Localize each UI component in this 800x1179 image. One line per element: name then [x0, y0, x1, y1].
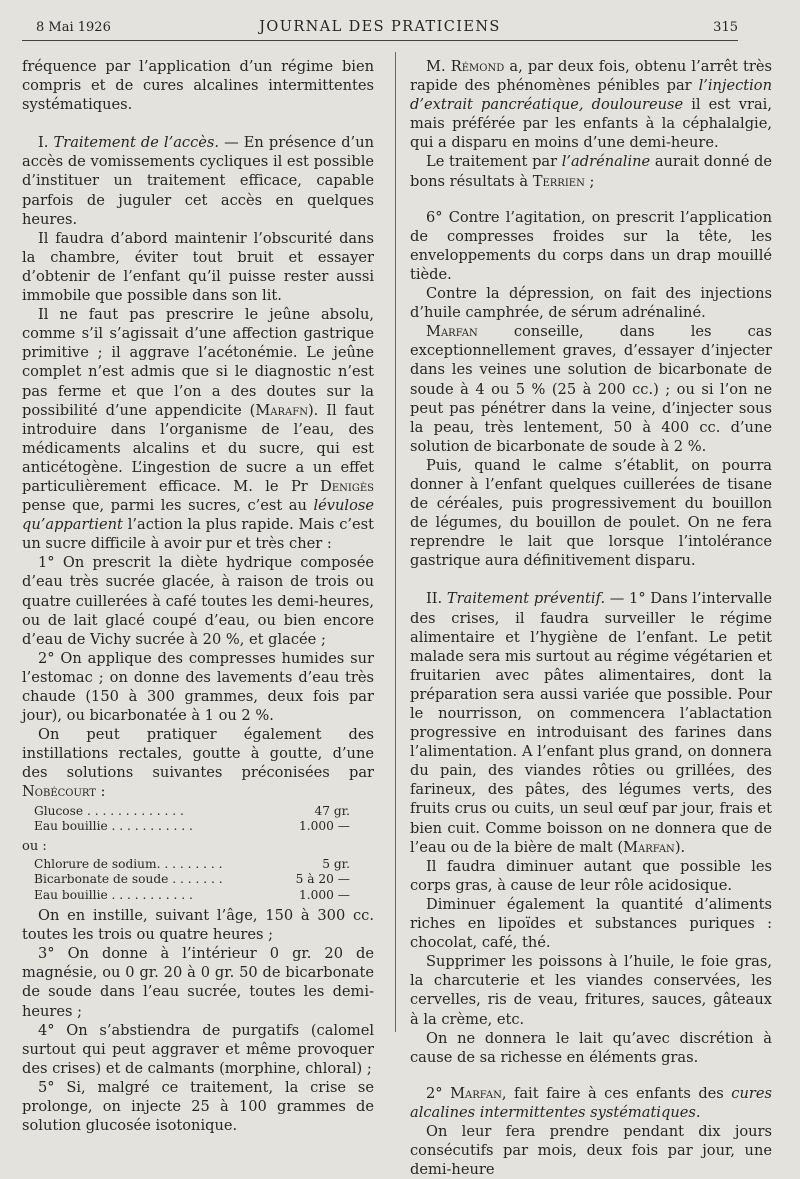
paragraph: 2° On applique des compresses humides sur l’estomac ; on donne des lavements d’eau très chaude (150 à 300 grammes, deux fois par jour), ou bicarbonatée à 1 ou 2 %.: [22, 649, 374, 725]
paragraph: On leur fera prendre pendant dix jours consécutifs par mois, deux fois par jour, une demi-heure: [410, 1122, 772, 1179]
paragraph: Diminuer également la quantité d’aliments riches en lipoïdes et substances puriques : chocolat, café, thé.: [410, 895, 772, 952]
paragraph: Il ne faut pas prescrire le jeûne absolu, comme s’il s’agissait d’une affection gastrique primitive ; il aggrave l’acétonémie. Le jeûne complet n’est admis que si le diagnostic n’est pas ferme et que l’on a des doutes sur la possibilité d’une appendicite (Marafn). Il faut introduire dans l’organisme de l’eau, des médicaments alcalins et du sucre, qui est anticétogène. L’ingestion de sucre a un effet particulièrement efficace. M. le Pr Denigès pense que, parmi les sucres, c’est au lévulose qu’appartient l’action la plus rapide. Mais c’est un sucre difficile à avoir pur et très cher :: [22, 306, 374, 553]
author-name: Denigès: [320, 477, 374, 495]
section-number: I.: [38, 134, 49, 152]
author-name: Marfan: [623, 838, 675, 856]
recipe-row: Glucose . . . . . . . . . . . . . 47 gr.: [34, 803, 350, 818]
section-title: Traitement de l’accès.: [53, 134, 220, 152]
paragraph: Le traitement par l’adrénaline aurait donné de bons résultats à Terrien ;: [410, 153, 772, 190]
issue-date: 8 Mai 1926: [36, 20, 111, 35]
emphasis: cures alcalines intermittentes systématiques.: [410, 1084, 772, 1121]
recipe-table: [34, 804, 364, 835]
paragraph: Il faudra diminuer autant que possible les corps gras, à cause de leur rôle acidosique.: [410, 857, 772, 894]
author-name: Marfan: [426, 323, 478, 341]
paragraph: On en instille, suivant l’âge, 150 à 300 cc. toutes les trois ou quatre heures ;: [22, 907, 374, 944]
paragraph: Contre la dépression, on fait des injections d’huile camphrée, de sérum adrénaliné.: [410, 285, 772, 322]
paragraph: 2° Marfan, fait faire à ces enfants des cures alcalines intermittentes systématiques.: [410, 1084, 772, 1121]
page-number: 315: [713, 20, 738, 35]
paragraph: Supprimer les poissons à l’huile, le foie gras, la charcuterie et les viandes conservées, les cervelles, ris de veau, fritures, sauces, gâteaux à la crème, etc.: [410, 953, 772, 1028]
author-name: Nobécourt: [22, 783, 96, 801]
paragraph: 1° On prescrit la diète hydrique composée d’eau très sucrée glacée, à raison de trois ou quatre cuillerées à café toutes les demi-heures, ou de lait glacé coupé d’eau, ou bien encore d’eau de Vichy sucrée à 20 %, et glacée ;: [22, 554, 374, 648]
paragraph: Marfan conseille, dans les cas exceptionnellement graves, d’essayer d’injecter dans les veines une solution de bicarbonate de soude à 4 ou 5 % (25 à 200 cc.) ; ou si l’on ne peut pas pénétrer dans la veine, d’injecter sous la peau, très lentement, 50 à 400 cc. d’une solution de bicarbonate de soude à 2 %.: [410, 323, 772, 455]
ou-label: ou :: [22, 838, 47, 854]
emphasis: l’adrénaline: [561, 153, 651, 171]
section-heading-paragraph: [22, 133, 374, 228]
paragraph: 6° Contre l’agitation, on prescrit l’application de compresses froides sur la tête, les enveloppements du corps dans un drap mouillé tiède.: [410, 208, 772, 283]
paragraph: On ne donnera le lait qu’avec discrétion à cause de sa richesse en éléments gras.: [410, 1029, 772, 1066]
recipe-row: Eau bouillie . . . . . . . . . . . 1.000 —: [34, 887, 350, 902]
right-column: [410, 57, 772, 1179]
paragraph: M. Rémond a, par deux fois, obtenu l’arrêt très rapide des phénomènes pénibles par l’injection d’extrait pancréatique, douloureuse il est vrai, mais préférée par les enfants à la céphalalgie, qui a disparu en moins d’une demi-heure.: [410, 58, 772, 152]
emphasis: l’injection d’extrait pancréatique, douloureuse: [410, 77, 772, 114]
author-name: Rémond: [450, 58, 505, 75]
section-title: Traitement préventif.: [446, 590, 606, 608]
paragraph: 4° On s’abstiendra de purgatifs (calomel surtout qui peut aggraver et même provoquer des crises) et de calmants (morphine, chloral) ;: [22, 1021, 374, 1077]
recipe-table: [34, 857, 364, 904]
recipe-row: Eau bouillie . . . . . . . . . . . 1.000 —: [34, 819, 350, 834]
emphasis: lévulose qu’appartient: [22, 497, 374, 534]
author-name: Marafn: [255, 401, 308, 419]
paragraph: 3° On donne à l’intérieur 0 gr. 20 de magnésie, ou 0 gr. 20 à 0 gr. 50 de bicarbonate de soude dans l’eau sucrée, toutes les demi-heures ;: [22, 945, 374, 1020]
running-header: [22, 14, 738, 41]
recipe-row: Bicarbonate de soude . . . . . . . 5 à 20 —: [34, 872, 350, 887]
recipe-row: Chlorure de sodium. . . . . . . . . 5 gr.: [34, 856, 350, 871]
author-name: Marfan: [450, 1084, 502, 1102]
section-number: II.: [426, 590, 443, 608]
section-text: — En présence d’un accès de vomissements cycliques il est possible d’instituer un traitement efficace, capable parfois de juguler cet accès en quelques heures.: [22, 134, 374, 228]
paragraph: On peut pratiquer également des instillations rectales, goutte à goutte, d’une des solutions suivantes préconisées par Nobécourt :: [22, 726, 374, 801]
column-divider: [395, 52, 396, 1032]
paragraph: 5° Si, malgré ce traitement, la crise se prolonge, on injecte 25 à 100 grammes de solution glucosée isotonique.: [22, 1078, 374, 1135]
left-column: [22, 57, 374, 1135]
paragraph: Il faudra d’abord maintenir l’obscurité dans la chambre, éviter tout bruit et essayer d’obtenir de l’enfant qu’il puisse rester aussi immobile que possible dans son lit.: [22, 229, 374, 305]
paragraph: fréquence par l’application d’un régime bien compris et de cures alcalines intermittentes systématiques.: [22, 58, 374, 114]
journal-title: JOURNAL DES PRATICIENS: [259, 19, 501, 35]
author-name: Terrien: [532, 172, 585, 190]
paragraph: Puis, quand le calme s’établit, on pourra donner à l’enfant quelques cuillerées de tisane de céréales, puis progressivement du bouillon de légumes, du bouillon de poulet. On ne fera reprendre le lait que lorsque l’intolérance gastrique aura définitivement disparu.: [410, 456, 772, 570]
section-heading-paragraph: II. Traitement préventif. — 1° Dans l’intervalle des crises, il faudra surveiller le régime alimentaire et l’hygiène de l’enfant. Le petit malade sera mis surtout au régime végétarien et fruitarien avec pâtes alimentaires, dont la préparation sera aussi variée que possible. Pour le nourrisson, on commencera l’ablactation progressive en introduisant des farines dans l’alimentation. A l’enfant plus grand, on donnera du pain, des viandes rôties ou grillées, des farineux, des pâtes, des légumes verts, des fruits crus ou cuits, un seul œuf par jour, frais et bien cuit. Comme boisson on ne donnera que de l’eau ou de la bière de malt (Marfan).: [410, 590, 773, 856]
